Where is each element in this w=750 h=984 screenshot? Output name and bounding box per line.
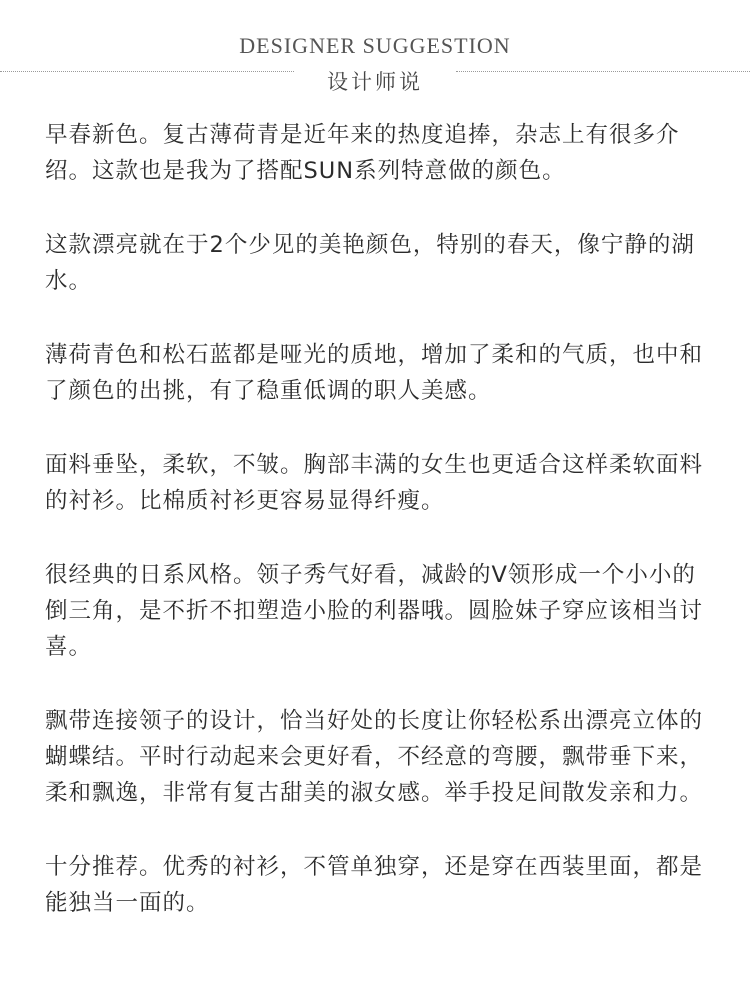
paragraph-6: 飘带连接领子的设计，恰当好处的长度让你轻松系出漂亮立体的蝴蝶结。平时行动起来会更好看，不经意的弯腰，飘带垂下来，柔和飘逸，非常有复古甜美的淑女感。举手投足间散发亲和力。 <box>45 708 704 806</box>
paragraph-1: 早春新色。复古薄荷青是近年来的热度追捧，杂志上有很多介绍。这款也是我为了搭配SUN系列特意做的颜色。 <box>45 122 680 184</box>
paragraph-3: 薄荷青色和松石蓝都是哑光的质地，增加了柔和的气质，也中和了颜色的出挑，有了稳重低调的职人美感。 <box>45 342 704 404</box>
header-title-zh: 设计师说 <box>327 70 423 94</box>
header-divider-right <box>456 71 750 72</box>
paragraph-5: 很经典的日系风格。领子秀气好看，减龄的V领形成一个小小的倒三角，是不折不扣塑造小脸的利器哦。圆脸妹子穿应该相当讨喜。 <box>45 562 704 660</box>
paragraph-4: 面料垂坠，柔软，不皱。胸部丰满的女生也更适合这样柔软面料的衬衫。比棉质衬衫更容易显得纤瘦。 <box>45 452 704 514</box>
designer-notes <box>45 117 705 921</box>
paragraph-7: 十分推荐。优秀的衬衫，不管单独穿，还是穿在西装里面，都是能独当一面的。 <box>45 854 704 916</box>
paragraph-2: 这款漂亮就在于2个少见的美艳颜色，特别的春天，像宁静的湖水。 <box>45 232 695 294</box>
header-title-en: DESIGNER SUGGESTION <box>239 33 511 58</box>
section-header <box>0 0 750 100</box>
